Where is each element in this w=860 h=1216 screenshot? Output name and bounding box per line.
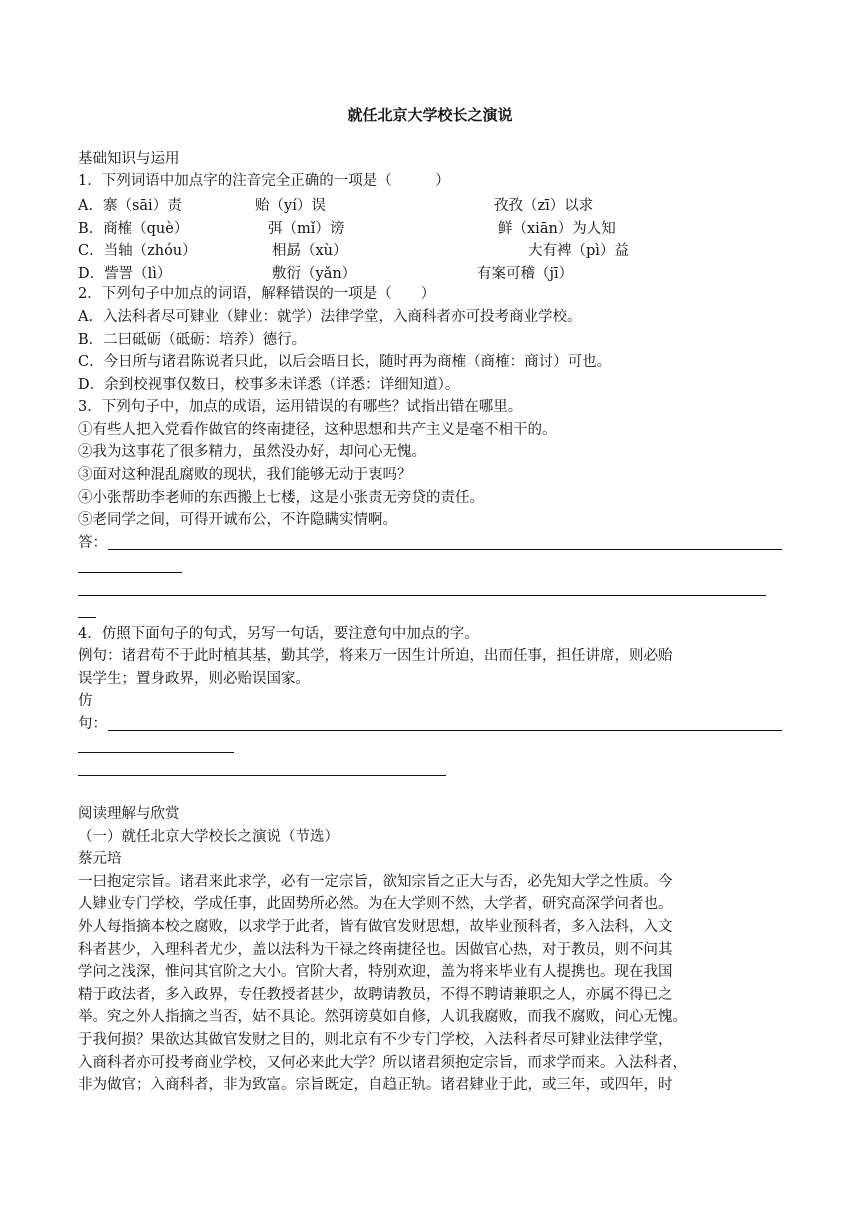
q3-answer-line-2[interactable] bbox=[78, 572, 182, 573]
q3-answer-line-3[interactable] bbox=[78, 595, 766, 596]
q4-example-line-2: 误学生；置身政界，则必贻误国家。 bbox=[78, 671, 310, 687]
section-heading-reading: 阅读理解与欣赏 bbox=[78, 806, 180, 822]
q2-option-b: B．二曰砥砺（砥砺：培养）德行。 bbox=[78, 332, 307, 348]
question-4-stem: 4．仿照下面句子的句式，另写一句话，要注意句中加点的字。 bbox=[78, 626, 479, 642]
q2-option-d: D．余到校视事仅数日，校事多未详悉（详悉：详细知道）。 bbox=[78, 377, 460, 393]
q3-item-4: ④小张帮助李老师的东西搬上七楼，这是小张责无旁贷的责任。 bbox=[78, 490, 484, 506]
q1-option-c-1: C．当轴（zhóu） bbox=[78, 243, 197, 259]
q2-option-c: C．今日所与诸君陈说者只此，以后会晤日长，随时再为商榷（商榷：商讨）可也。 bbox=[78, 354, 612, 370]
q3-item-1: ①有些人把入党看作做官的终南捷径，这种思想和共产主义是毫不相干的。 bbox=[78, 422, 557, 438]
passage-line: 非为做官；入商科者，非为致富。宗旨既定，自趋正轨。诸君肄业于此，或三年，或四年，时 bbox=[78, 1077, 673, 1093]
passage-line: 于我何损？果欲达其做官发财之目的，则北京有不少专门学校，入法科者尽可肄业法律学堂， bbox=[78, 1032, 673, 1048]
q1-option-d-1: D．訾詈（lì） bbox=[78, 266, 172, 282]
q1-option-b-1: B．商榷（què） bbox=[78, 221, 189, 237]
passage-author: 蔡元培 bbox=[78, 851, 122, 867]
question-2-stem: 2．下列句子中加点的词语，解释错误的一项是（ ） bbox=[78, 286, 436, 302]
question-1-stem: 1．下列词语中加点字的注音完全正确的一项是（ ） bbox=[78, 173, 450, 189]
q1-option-c-2: 相勗（xù） bbox=[272, 243, 348, 259]
page-title: 就任北京大学校长之演说 bbox=[347, 106, 513, 124]
q3-item-5: ⑤老同学之间，可得开诚布公，不许隐瞒实情啊。 bbox=[78, 512, 397, 528]
passage-line: 入商科者亦可投考商业学校，又何必来此大学？所以诸君须抱定宗旨，而求学而来。入法科者， bbox=[78, 1055, 687, 1071]
q1-option-b-3: 鲜（xiān）为人知 bbox=[498, 221, 616, 237]
q1-option-c-3: 大有裨（pì）益 bbox=[528, 243, 629, 259]
passage-line: 举。究之外人指摘之当否，姑不具论。然弭谤莫如自修，人讥我腐败，而我不腐败，问心无愧。 bbox=[78, 1009, 687, 1025]
q1-option-a-1: A．寨（sāi）责 bbox=[78, 198, 182, 214]
q1-option-a-2: 贻（yí）误 bbox=[255, 198, 326, 214]
q3-answer-line-4[interactable] bbox=[78, 617, 96, 618]
q3-item-3: ③面对这种混乱腐败的现状，我们能够无动于衷吗？ bbox=[78, 467, 412, 483]
passage-line: 人肄业专门学校，学成任事，此固势所必然。为在大学则不然，大学者，研究高深学问者也。 bbox=[78, 896, 673, 912]
q4-imitate-label-2: 句： bbox=[78, 716, 107, 732]
passage-line: 学问之浅深，惟问其官阶之大小。官阶大者，特别欢迎，盖为将来毕业有人提携也。现在我国 bbox=[78, 964, 673, 980]
q4-answer-line-3[interactable] bbox=[78, 775, 446, 776]
q4-imitate-label-1: 仿 bbox=[78, 693, 93, 709]
q4-example-line-1: 例句：诸君苟不于此时植其基，勤其学，将来万一因生计所迫，出而任事，担任讲席，则必贻 bbox=[78, 648, 673, 664]
passage-line: 科者甚少，入理科者尤少，盖以法科为干禄之终南捷径也。因做官心热，对于教员，则不问其 bbox=[78, 942, 673, 958]
q2-option-a: A．入法科者尽可肄业（肄业：就学）法律学堂，入商科者亦可投考商业学校。 bbox=[78, 309, 582, 325]
passage-line: 外人每指摘本校之腐败，以求学于此者，皆有做官发财思想，故毕业预科者，多入法科，入文 bbox=[78, 919, 673, 935]
q1-option-a-3: 孜孜（zī）以求 bbox=[494, 198, 594, 214]
passage-subtitle: （一）就任北京大学校长之演说（节选） bbox=[78, 829, 339, 845]
q3-answer-label: 答： bbox=[78, 535, 107, 551]
q3-item-2: ②我为这事花了很多精力，虽然没办好，却问心无愧。 bbox=[78, 444, 426, 460]
section-heading-basics: 基础知识与运用 bbox=[78, 151, 180, 167]
q1-option-b-2: 弭（mǐ）谤 bbox=[268, 221, 345, 237]
q4-answer-line-1[interactable] bbox=[108, 730, 782, 731]
q1-option-d-3: 有案可稽（jī） bbox=[477, 266, 574, 282]
q4-answer-line-2[interactable] bbox=[78, 752, 234, 753]
question-3-stem: 3．下列句子中，加点的成语，运用错误的有哪些？试指出错在哪里。 bbox=[78, 399, 523, 415]
q1-option-d-2: 敷衍（yǎn） bbox=[272, 266, 357, 282]
passage-line: 精于政法者，多入政界，专任教授者甚少，故聘请教员，不得不聘请兼职之人，亦属不得已之 bbox=[78, 987, 673, 1003]
q3-answer-line-1[interactable] bbox=[108, 549, 782, 550]
passage-line: 一曰抱定宗旨。诸君来此求学，必有一定宗旨，欲知宗旨之正大与否，必先知大学之性质。今 bbox=[78, 874, 673, 890]
